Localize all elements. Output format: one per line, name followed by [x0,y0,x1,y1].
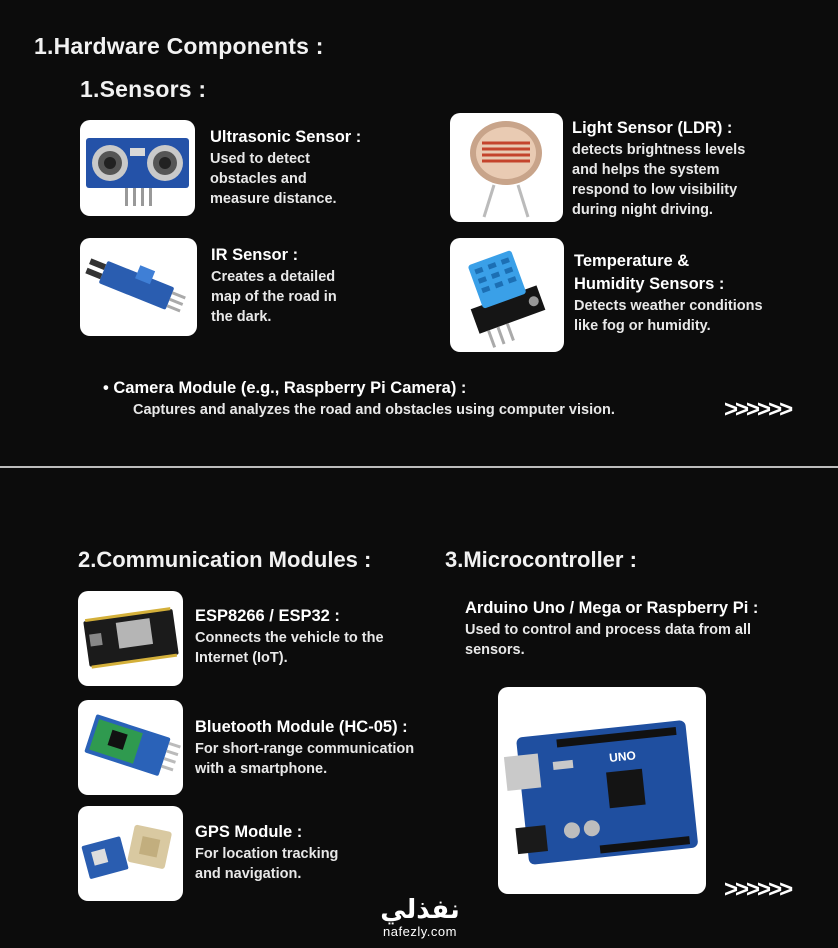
dht-sensor-title-1: Temperature & [574,252,690,270]
ldr-sensor-desc-4: during night driving. [572,201,713,218]
esp-title: ESP8266 / ESP32 : [195,607,340,625]
ir-sensor-image [80,238,197,336]
esp-board-image [78,591,183,686]
camera-module-title: Camera Module (e.g., Raspberry Pi Camera) : [113,379,467,397]
ldr-sensor-desc-1: detects brightness levels [572,141,746,158]
gps-title: GPS Module : [195,823,303,841]
gps-module-image [78,806,183,901]
ultrasonic-sensor-desc-1: Used to detect [210,150,310,167]
gps-module-photo-icon [78,806,183,901]
page-title: 1.Hardware Components : [34,33,324,59]
dht-sensor-photo-icon [450,238,564,352]
sensors-heading: 1.Sensors : [80,76,207,102]
microcontroller-desc-2: sensors. [465,641,525,658]
dht-sensor-title-2: Humidity Sensors : [574,274,725,293]
bluetooth-desc-2: with a smartphone. [195,760,328,777]
ultrasonic-sensor-photo-icon [80,120,195,216]
esp-board-photo-icon [78,591,183,686]
section-divider [0,466,838,468]
microcontroller-text [465,597,758,660]
ldr-sensor-image [450,113,563,222]
esp-text [195,605,384,668]
bluetooth-text [195,716,414,779]
chevrons-right-icon-2: >>>>>> [724,876,791,903]
arduino-board-label: UNO [608,748,637,766]
ultrasonic-sensor-title: Ultrasonic Sensor : [210,128,362,146]
camera-module-desc: Captures and analyzes the road and obstacles using computer vision. [133,401,615,418]
arduino-board-photo-icon [498,687,706,894]
logo-domain-text: nafezly.com [383,924,457,939]
ldr-sensor-title: Light Sensor (LDR) : [572,119,733,137]
dht-sensor-text [574,250,763,336]
arduino-board-image [498,687,706,894]
bluetooth-title: Bluetooth Module (HC-05) : [195,718,408,736]
dht-sensor-desc-2: like fog or humidity. [574,317,711,334]
gps-desc-2: and navigation. [195,865,302,882]
microcontroller-heading: 3.Microcontroller : [445,547,637,572]
ir-sensor-desc-2: map of the road in [211,288,337,305]
microcontroller-desc-1: Used to control and process data from all [465,621,752,638]
ultrasonic-sensor-desc-3: measure distance. [210,190,337,207]
gps-text [195,821,338,884]
ldr-sensor-desc-3: respond to low visibility [572,181,738,198]
ir-sensor-desc-1: Creates a detailed [211,268,336,285]
gps-desc-1: For location tracking [195,845,339,862]
bullet-icon: • [103,379,109,397]
ultrasonic-sensor-desc-2: obstacles and [210,170,307,187]
dht-sensor-desc-1: Detects weather conditions [574,297,763,314]
nafezly-logo [360,895,480,939]
ir-sensor-desc-3: the dark. [211,308,272,325]
ldr-sensor-desc-2: and helps the system [572,161,720,178]
bluetooth-desc-1: For short-range communication [195,740,415,757]
esp-desc-1: Connects the vehicle to the [195,629,384,646]
bluetooth-module-image [78,700,183,795]
communication-heading: 2.Communication Modules : [78,547,372,572]
ultrasonic-sensor-text [210,126,361,209]
esp-desc-2: Internet (IoT). [195,649,288,666]
ir-sensor-photo-icon [80,238,197,336]
ldr-sensor-text [572,117,745,220]
bluetooth-module-photo-icon [78,700,183,795]
camera-module-text [103,377,615,420]
camera-module-title-line [103,377,615,400]
dht-sensor-image [450,238,564,352]
chevrons-right-icon: >>>>>> [724,396,791,423]
microcontroller-title: Arduino Uno / Mega or Raspberry Pi : [465,599,759,617]
ir-sensor-title: IR Sensor : [211,246,299,264]
ultrasonic-sensor-image [80,120,195,216]
ldr-sensor-photo-icon [450,113,563,222]
ir-sensor-text [211,244,337,327]
logo-arabic-text: نفذلي [380,895,460,925]
